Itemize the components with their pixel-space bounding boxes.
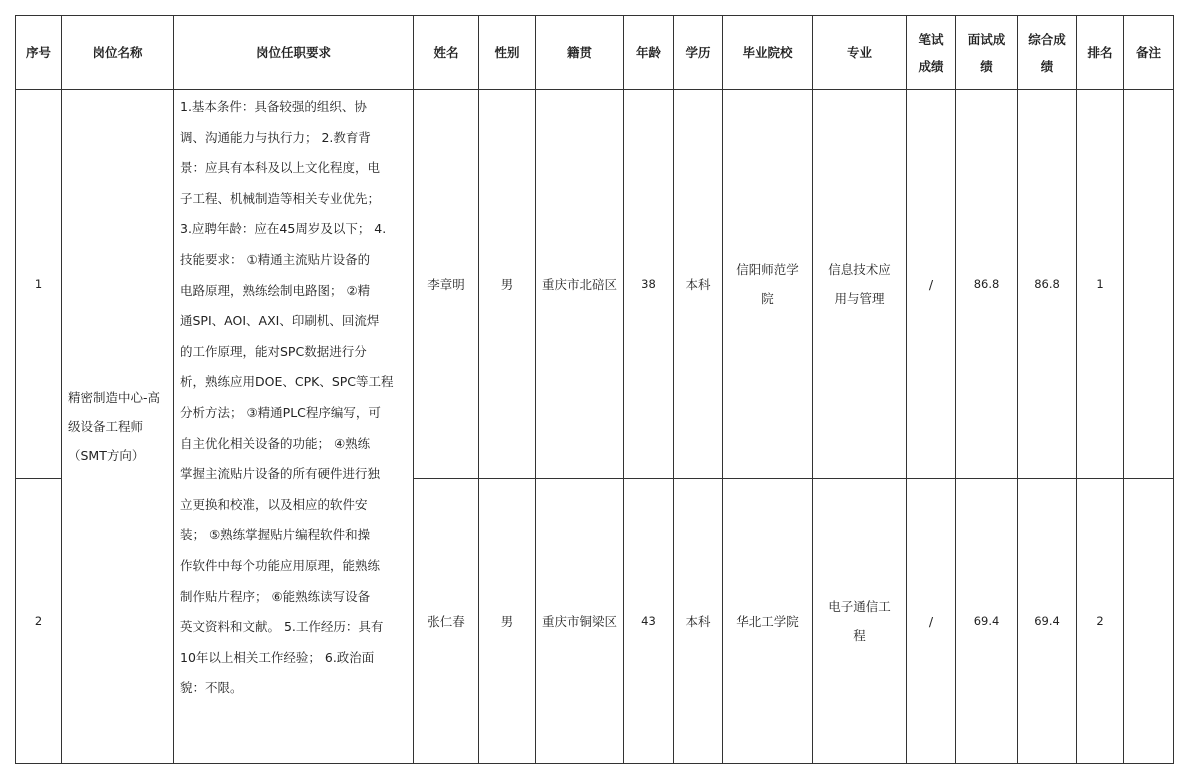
table-row bbox=[16, 90, 1174, 479]
requirement-line: 分析方法； ③精通PLC程序编写，可 bbox=[180, 404, 381, 420]
header-age: 年龄 bbox=[624, 16, 674, 90]
cell-education: 本科 bbox=[674, 90, 723, 479]
cell-requirements bbox=[174, 90, 414, 764]
requirement-line: 10年以上相关工作经验； 6.政治面 bbox=[180, 649, 375, 665]
cell-name: 李章明 bbox=[414, 90, 479, 479]
cell-note bbox=[1124, 90, 1174, 479]
requirement-line: 自主优化相关设备的功能； ④熟练 bbox=[180, 435, 371, 451]
cell-gender: 男 bbox=[479, 479, 536, 764]
cell-seq: 2 bbox=[16, 479, 62, 764]
cell-education: 本科 bbox=[674, 479, 723, 764]
cell-origin: 重庆市铜梁区 bbox=[536, 479, 624, 764]
cell-written: / bbox=[907, 479, 956, 764]
candidate-table bbox=[15, 15, 1174, 764]
cell-position: 精密制造中心-高级设备工程师（SMT方向） bbox=[62, 90, 174, 764]
cell-seq: 1 bbox=[16, 90, 62, 479]
header-school: 毕业院校 bbox=[723, 16, 813, 90]
cell-age: 43 bbox=[624, 479, 674, 764]
cell-interview: 69.4 bbox=[956, 479, 1018, 764]
header-requirements: 岗位任职要求 bbox=[174, 16, 414, 90]
header-total: 综合成绩 bbox=[1018, 16, 1077, 90]
cell-major: 电子通信工程 bbox=[813, 479, 907, 764]
cell-rank: 1 bbox=[1077, 90, 1124, 479]
cell-interview: 86.8 bbox=[956, 90, 1018, 479]
requirement-line: 装； ⑤熟练掌握贴片编程软件和操 bbox=[180, 527, 371, 543]
requirement-line: 作软件中每个功能应用原理，能熟练 bbox=[180, 557, 381, 573]
requirement-line: 1.基本条件：具备较强的组织、协 bbox=[180, 99, 367, 114]
requirement-line: 貌：不限。 bbox=[180, 680, 243, 696]
header-row bbox=[16, 16, 1174, 90]
cell-rank: 2 bbox=[1077, 479, 1124, 764]
cell-age: 38 bbox=[624, 90, 674, 479]
requirement-line: 电路原理，熟练绘制电路图； ②精 bbox=[180, 282, 371, 298]
header-rank: 排名 bbox=[1077, 16, 1124, 90]
header-name: 姓名 bbox=[414, 16, 479, 90]
header-major: 专业 bbox=[813, 16, 907, 90]
requirement-line: 调、沟通能力与执行力； 2.教育背 bbox=[180, 129, 371, 145]
requirement-line: 子工程、机械制造等相关专业优先； bbox=[180, 190, 381, 206]
requirement-line: 英文资料和文献。 5.工作经历：具有 bbox=[180, 619, 384, 635]
cell-gender: 男 bbox=[479, 90, 536, 479]
cell-origin: 重庆市北碚区 bbox=[536, 90, 624, 479]
cell-written: / bbox=[907, 90, 956, 479]
cell-note bbox=[1124, 479, 1174, 764]
header-education: 学历 bbox=[674, 16, 723, 90]
requirement-line: 技能要求： ①精通主流贴片设备的 bbox=[180, 251, 371, 267]
cell-school: 信阳师范学院 bbox=[723, 90, 813, 479]
requirement-line: 制作贴片程序； ⑥能熟练读写设备 bbox=[180, 588, 371, 604]
header-position: 岗位名称 bbox=[62, 16, 174, 90]
cell-school: 华北工学院 bbox=[723, 479, 813, 764]
requirement-line: 的工作原理，能对SPC数据进行分 bbox=[180, 343, 367, 359]
requirement-line: 立更换和校准，以及相应的软件安 bbox=[180, 496, 368, 512]
requirement-line: 析，熟练应用DOE、CPK、SPC等工程 bbox=[180, 374, 394, 390]
header-note: 备注 bbox=[1124, 16, 1174, 90]
header-origin: 籍贯 bbox=[536, 16, 624, 90]
header-gender: 性别 bbox=[479, 16, 536, 90]
cell-name: 张仁春 bbox=[414, 479, 479, 764]
requirement-line: 3.应聘年龄：应在45周岁及以下； 4. bbox=[180, 221, 387, 237]
requirement-line: 景：应具有本科及以上文化程度，电 bbox=[180, 160, 381, 176]
requirement-line: 通SPI、AOI、AXI、印刷机、回流焊 bbox=[180, 313, 380, 329]
cell-total: 86.8 bbox=[1018, 90, 1077, 479]
header-written: 笔试成绩 bbox=[907, 16, 956, 90]
requirement-line: 掌握主流贴片设备的所有硬件进行独 bbox=[180, 466, 381, 482]
cell-major: 信息技术应用与管理 bbox=[813, 90, 907, 479]
header-seq: 序号 bbox=[16, 16, 62, 90]
cell-total: 69.4 bbox=[1018, 479, 1077, 764]
header-interview: 面试成绩 bbox=[956, 16, 1018, 90]
